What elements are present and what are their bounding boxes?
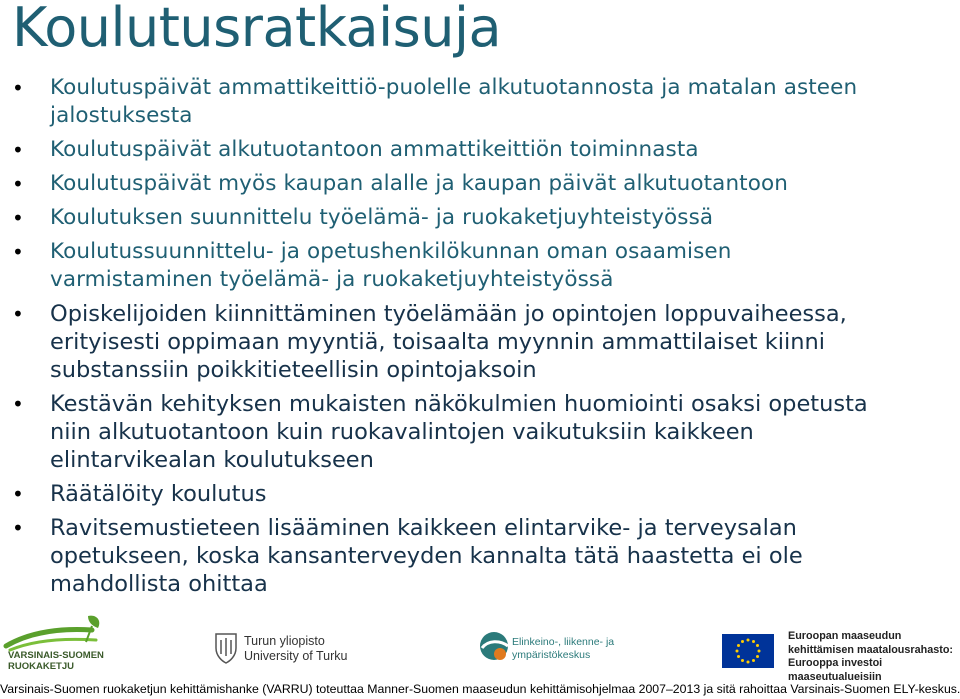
university-of-turku-logo — [212, 632, 362, 676]
bullet-dot-icon: • — [12, 206, 24, 230]
bullet-dot-icon: • — [12, 76, 24, 100]
ely-keskus-logo — [478, 630, 638, 676]
bullet-list — [0, 74, 960, 604]
bullet-item — [0, 390, 960, 474]
bullet-dot-icon: • — [12, 302, 24, 326]
eu-rural-fund-logo — [722, 630, 960, 683]
ruokaketju-logo-text: VARSINAIS-SUOMEN RUOKAKETJU — [8, 650, 104, 672]
bullet-item — [0, 514, 960, 598]
bullet-item — [0, 170, 960, 198]
bullet-text: Koulutuspäivät ammattikeittiö-puolelle alkutuotannosta ja matalan asteen jalostuksesta — [50, 75, 858, 128]
bullet-item — [0, 74, 960, 130]
slide-title: Koulutusratkaisuja — [12, 0, 502, 59]
bullet-text: Räätälöity koulutus — [50, 481, 267, 507]
bullet-item — [0, 300, 960, 384]
bullet-dot-icon: • — [12, 392, 24, 416]
footer-funding-note: Varsinais-Suomen ruokaketjun kehittämishanke (VARRU) toteuttaa Manner-Suomen maaseudun kehittämisohjelmaa 2007–2013 ja sitä rahoittaa Varsinais-Suomen ELY-keskus. — [0, 682, 960, 696]
bullet-text: Koulutussuunnittelu- ja opetushenkilökunnan oman osaamisen varmistaminen työelämä- ja ruokaketjuyhteistyössä — [50, 239, 732, 292]
turku-crest-icon — [212, 632, 240, 664]
bullet-text: Koulutuspäivät myös kaupan alalle ja kaupan päivät alkutuotantoon — [50, 171, 788, 196]
logo-bar — [0, 612, 960, 683]
eu-flag-icon — [722, 634, 774, 668]
bullet-dot-icon: • — [12, 138, 24, 162]
varsinais-suomen-ruokaketju-logo — [0, 612, 110, 678]
bullet-item — [0, 238, 960, 294]
ely-emblem-icon — [478, 630, 514, 666]
bullet-text: Koulutuspäivät alkutuotantoon ammattikeittiön toiminnasta — [50, 137, 699, 162]
bullet-dot-icon: • — [12, 240, 24, 264]
bullet-text: Opiskelijoiden kiinnittäminen työelämään jo opintojen loppuvaiheessa, erityisesti oppimaan myyntiä, toisaalta myynnin ammattilaiset kiinni substanssiin poikkitieteellisin opintojaksoin — [50, 301, 847, 383]
bullet-dot-icon: • — [12, 172, 24, 196]
ely-logo-text: Elinkeino-, liikenne- ja ympäristökeskus — [512, 636, 615, 661]
bullet-text: Ravitsemustieteen lisääminen kaikkeen elintarvike- ja terveysalan opetukseen, koska kansanterveyden kannalta tätä haastetta ei ole mahdollista ohittaa — [50, 515, 803, 597]
bullet-item — [0, 136, 960, 164]
eu-logo-text: Euroopan maaseudun kehittämisen maatalousrahasto: Eurooppa investoi maaseutualueisiin — [788, 630, 954, 683]
bullet-dot-icon: • — [12, 516, 24, 540]
bullet-dot-icon: • — [12, 482, 24, 506]
ruokaketju-swoosh-icon — [0, 612, 110, 652]
turku-logo-text: Turun yliopisto University of Turku — [244, 634, 348, 663]
bullet-text: Koulutuksen suunnittelu työelämä- ja ruokaketjuyhteistyössä — [50, 205, 714, 230]
bullet-text: Kestävän kehityksen mukaisten näkökulmien huomiointi osaksi opetusta niin alkutuotantoon kuin ruokavalintojen vaikutuksiin kaikkeen elintarvikealan koulutukseen — [50, 391, 868, 473]
bullet-item — [0, 204, 960, 232]
bullet-item — [0, 480, 960, 508]
